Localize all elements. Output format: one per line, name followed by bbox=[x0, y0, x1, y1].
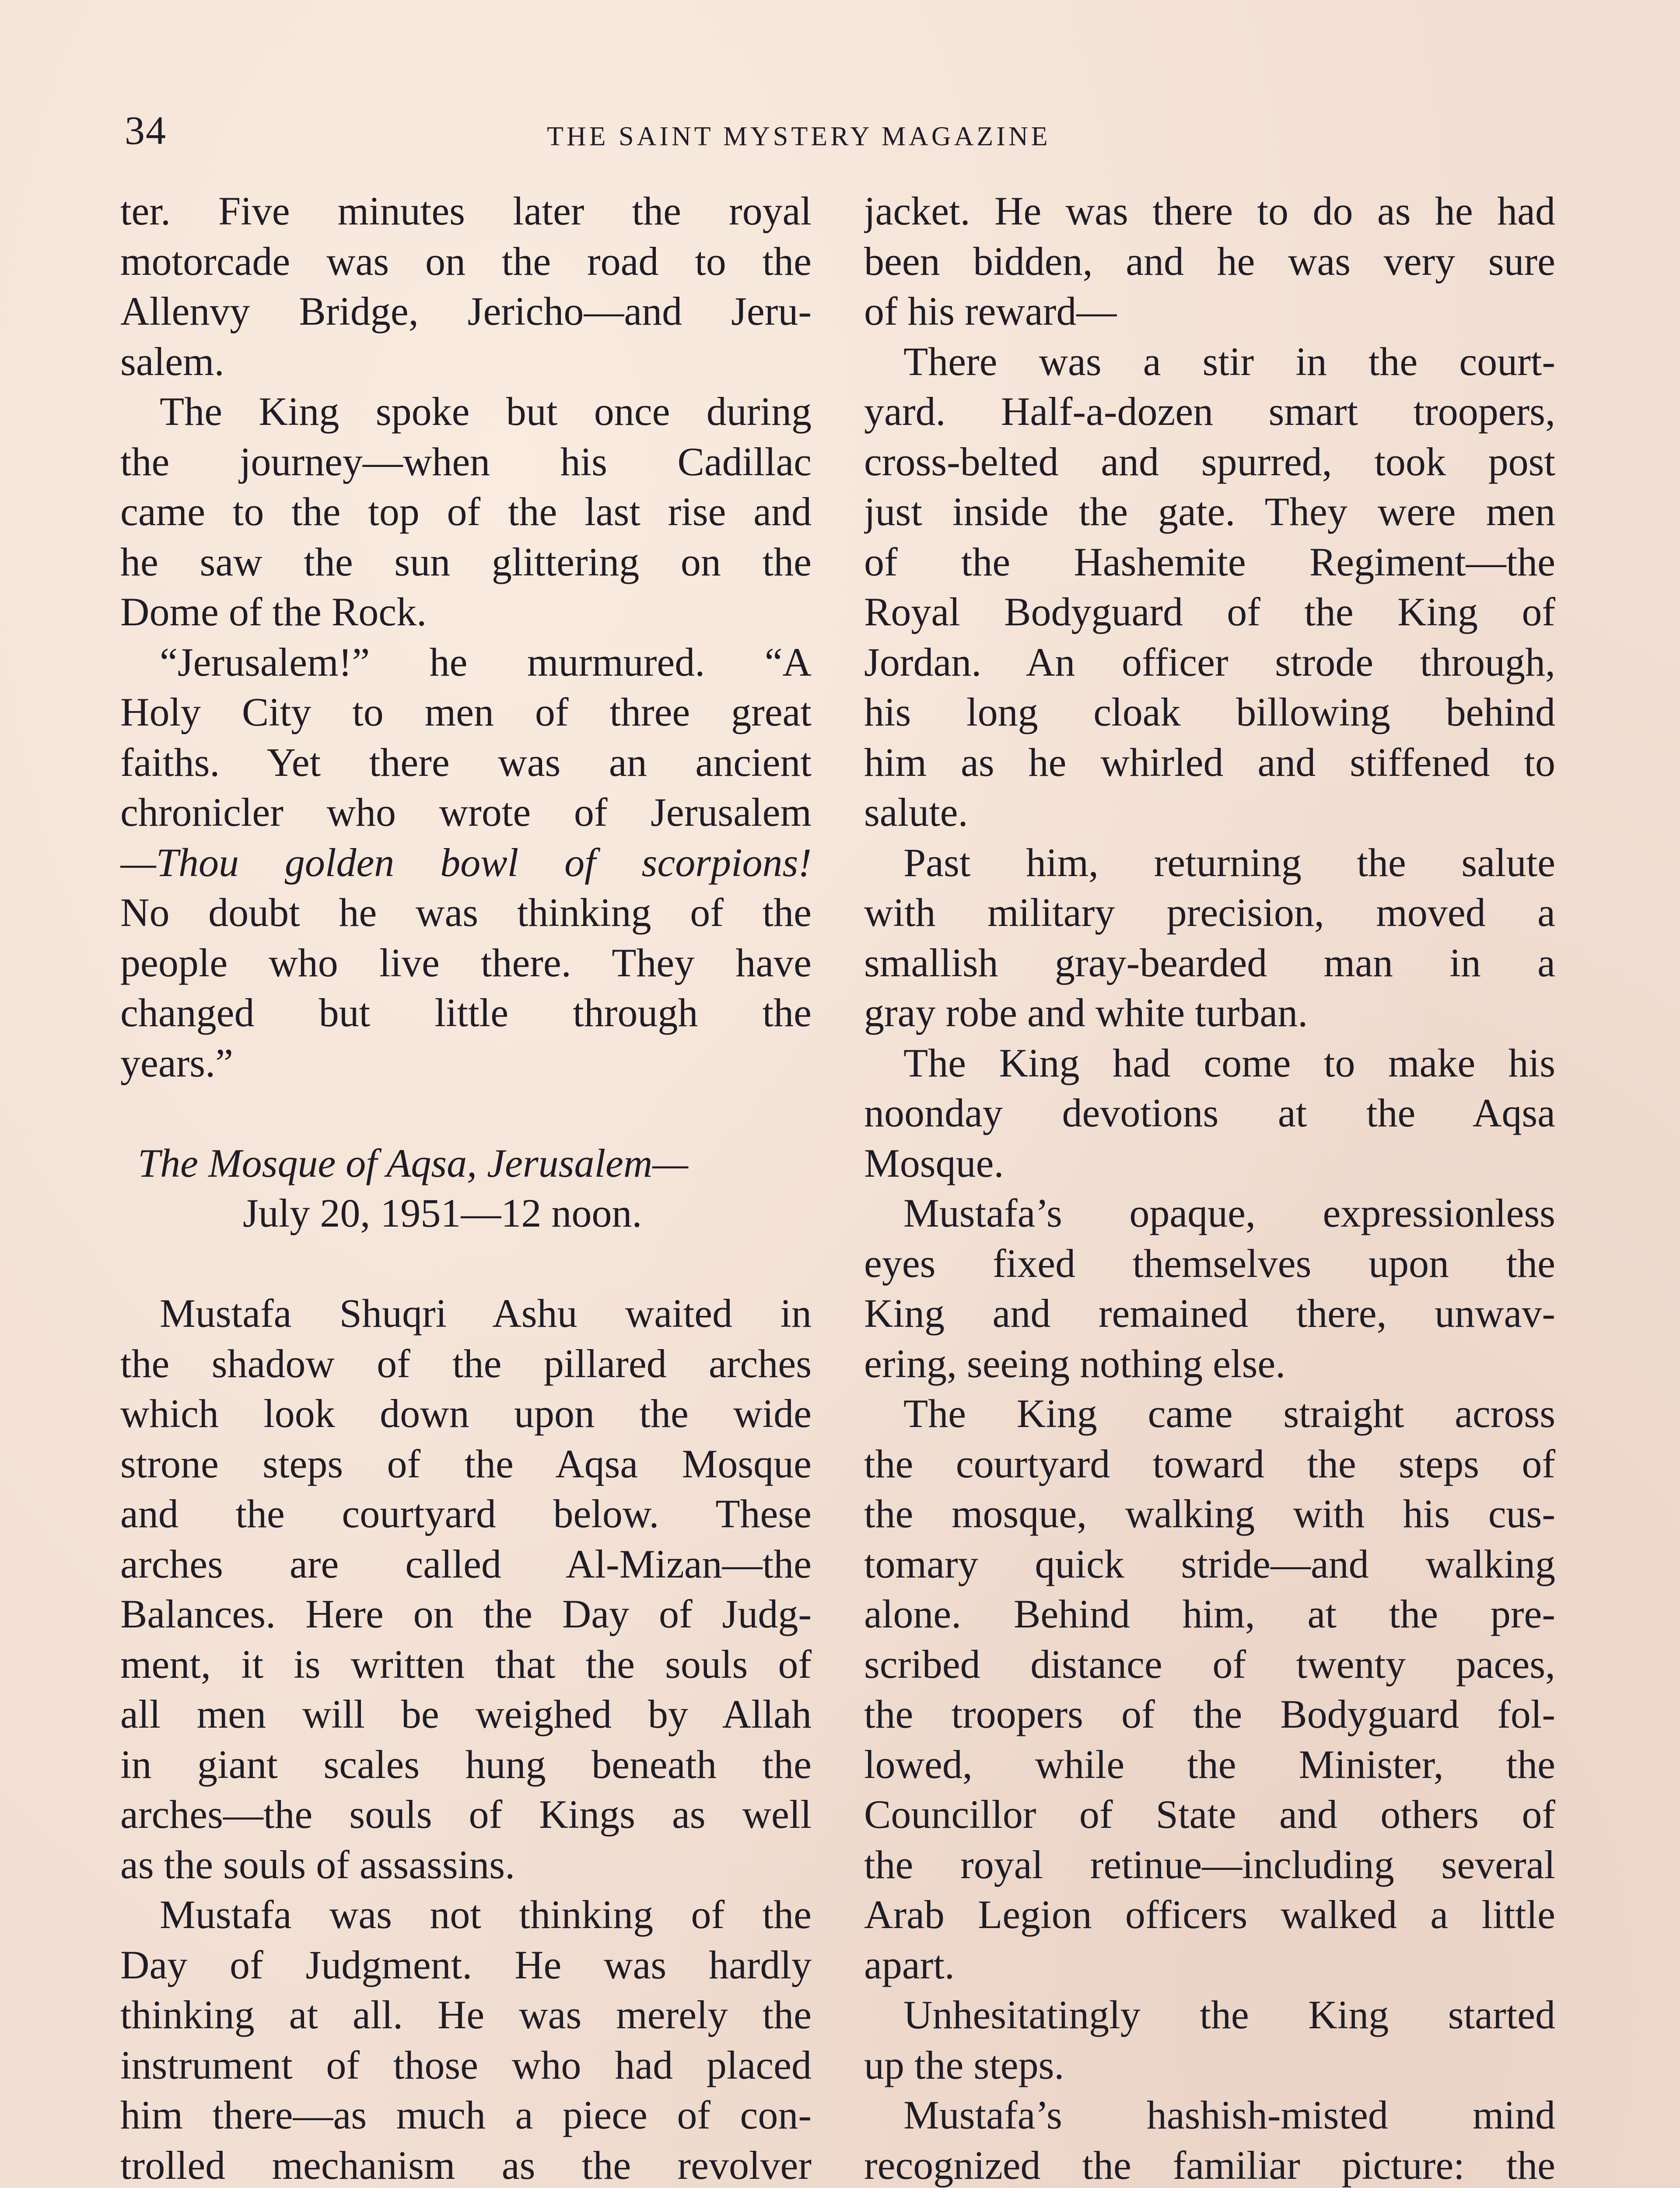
text-line: scribed distance of twenty paces, bbox=[864, 1641, 1555, 1687]
text-line: the journey—when his Cadillac bbox=[120, 439, 812, 484]
text-line: people who live there. They have bbox=[120, 940, 812, 985]
text-line: salem. bbox=[120, 339, 224, 384]
text-line: ment, it is written that the souls of bbox=[120, 1641, 812, 1687]
text-line: No doubt he was thinking of the bbox=[120, 890, 812, 935]
text-line: noonday devotions at the Aqsa bbox=[864, 1090, 1555, 1135]
text-line: which look down upon the wide bbox=[120, 1391, 812, 1436]
spacer bbox=[120, 1088, 812, 1138]
text-line: Royal Bodyguard of the King of bbox=[864, 589, 1555, 634]
text-line: apart. bbox=[864, 1942, 955, 1987]
text-line: tomary quick stride—and walking bbox=[864, 1541, 1555, 1586]
text-line: The King spoke but once during bbox=[160, 389, 812, 434]
text-line: the mosque, walking with his cus- bbox=[864, 1491, 1555, 1536]
text-line: ering, seeing nothing else. bbox=[864, 1341, 1286, 1386]
text-line: just inside the gate. They were men bbox=[864, 489, 1555, 534]
text-line: Councillor of State and others of bbox=[864, 1792, 1555, 1837]
text-line: came to the top of the last rise and bbox=[120, 489, 812, 534]
text-line: The King had come to make his bbox=[903, 1040, 1555, 1085]
text-line: him as he whirled and stiffened to bbox=[864, 740, 1555, 785]
right-column bbox=[864, 186, 1555, 2188]
text-line: of the Hashemite Regiment—the bbox=[864, 539, 1555, 584]
text-line: Holy City to men of three great bbox=[120, 690, 812, 734]
text-line: yard. Half-a-dozen smart troopers, bbox=[864, 389, 1555, 434]
text-line: of his reward— bbox=[864, 289, 1117, 333]
text-line: up the steps. bbox=[864, 2042, 1064, 2087]
text-line: instrument of those who had placed bbox=[120, 2042, 812, 2087]
spacer bbox=[120, 1238, 812, 1289]
text-line: him there—as much a piece of con- bbox=[120, 2093, 812, 2137]
text-line: “Jerusalem!” he murmured. “A bbox=[160, 639, 812, 684]
page-number: 34 bbox=[125, 108, 167, 153]
text-line: arches are called Al-Mizan—the bbox=[120, 1541, 812, 1586]
text-line: Unhesitatingly the King started bbox=[903, 1992, 1555, 2037]
text-line: been bidden, and he was very sure bbox=[864, 238, 1555, 284]
running-head: THE SAINT MYSTERY MAGAZINE bbox=[547, 122, 1051, 151]
text-line: Day of Judgment. He was hardly bbox=[120, 1942, 812, 1987]
text-line: changed but little through the bbox=[120, 990, 812, 1035]
text-line: ter. Five minutes later the royal bbox=[120, 189, 812, 233]
text-line: the royal retinue—including several bbox=[864, 1842, 1555, 1887]
text-line: recognized the familiar picture: the bbox=[864, 2142, 1555, 2188]
text-line: chronicler who wrote of Jerusalem bbox=[120, 790, 812, 835]
left-column bbox=[120, 186, 812, 2188]
text-line: Allenvy Bridge, Jericho—and Jeru- bbox=[120, 289, 812, 333]
text-line: Arab Legion officers walked a little bbox=[864, 1892, 1555, 1937]
text-line: faiths. Yet there was an ancient bbox=[120, 740, 812, 785]
text-line: arches—the souls of Kings as well bbox=[120, 1792, 812, 1837]
text-line: Past him, returning the salute bbox=[903, 840, 1555, 885]
text-line: strone steps of the Aqsa Mosque bbox=[120, 1441, 812, 1486]
section-heading-date: July 20, 1951—12 noon. bbox=[243, 1191, 642, 1235]
text-line: The King came straight across bbox=[903, 1391, 1555, 1436]
text-line: the courtyard toward the steps of bbox=[864, 1441, 1555, 1486]
text-line: Mustafa was not thinking of the bbox=[160, 1892, 812, 1937]
text-line: jacket. He was there to do as he had bbox=[864, 189, 1555, 233]
text-line: as the souls of assassins. bbox=[120, 1842, 515, 1887]
text-line: Dome of the Rock. bbox=[120, 589, 427, 634]
text-line: Jordan. An officer strode through, bbox=[864, 639, 1555, 684]
text-line: his long cloak billowing behind bbox=[864, 690, 1555, 734]
text-line: smallish gray-bearded man in a bbox=[864, 940, 1555, 985]
text-line: Mustafa’s opaque, expressionless bbox=[903, 1191, 1555, 1235]
text-line: Mosque. bbox=[864, 1140, 1004, 1185]
text-line: in giant scales hung beneath the bbox=[120, 1742, 812, 1787]
text-line: There was a stir in the court- bbox=[903, 339, 1555, 384]
text-line: lowed, while the Minister, the bbox=[864, 1742, 1555, 1787]
text-line: the shadow of the pillared arches bbox=[120, 1341, 812, 1386]
text-line: salute. bbox=[864, 790, 968, 835]
text-line: trolled mechanism as the revolver bbox=[120, 2142, 812, 2188]
text-line: the troopers of the Bodyguard fol- bbox=[864, 1692, 1555, 1736]
text-line: cross-belted and spurred, took post bbox=[864, 439, 1555, 484]
text-line: Mustafa’s hashish-misted mind bbox=[903, 2093, 1555, 2137]
section-heading-location: The Mosque of Aqsa, Jerusalem— bbox=[138, 1140, 689, 1185]
text-line: years.” bbox=[120, 1040, 233, 1085]
text-line: —Thou golden bowl of scorpions! bbox=[120, 840, 812, 885]
text-line: eyes fixed themselves upon the bbox=[864, 1241, 1555, 1286]
text-line: gray robe and white turban. bbox=[864, 990, 1308, 1035]
text-line: all men will be weighed by Allah bbox=[120, 1692, 812, 1736]
text-line: Mustafa Shuqri Ashu waited in bbox=[160, 1291, 812, 1336]
text-line: with military precision, moved a bbox=[864, 890, 1555, 935]
text-line: he saw the sun glittering on the bbox=[120, 539, 812, 584]
text-line: Balances. Here on the Day of Judg- bbox=[120, 1592, 812, 1636]
text-line: and the courtyard below. These bbox=[120, 1491, 812, 1536]
text-line: alone. Behind him, at the pre- bbox=[864, 1592, 1555, 1636]
text-line: King and remained there, unwav- bbox=[864, 1291, 1555, 1336]
text-line: motorcade was on the road to the bbox=[120, 238, 812, 284]
text-line: thinking at all. He was merely the bbox=[120, 1992, 812, 2037]
